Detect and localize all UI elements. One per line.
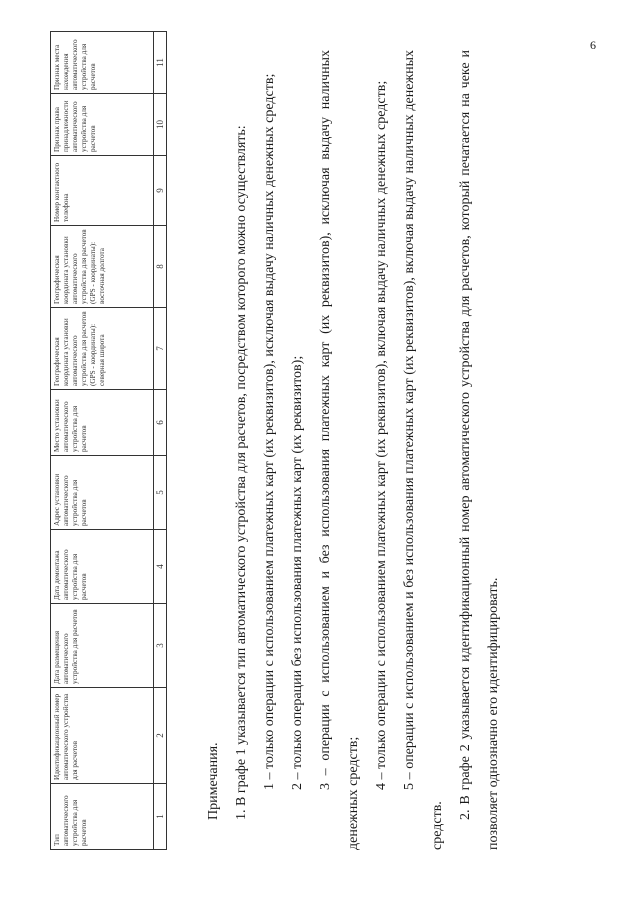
table-header-cell: Географическая координата установки автоматического устройства для расчетов (GPS - координаты): северная широта <box>51 308 154 390</box>
column-number-cell: 7 <box>154 308 167 390</box>
note-item-2: 2 – только операции без использования платежных карт (их реквизитов); <box>290 355 305 790</box>
rotated-page-content <box>50 30 570 850</box>
page-number: 6 <box>590 38 596 52</box>
note-item-4: 4 – только операции с использованием платежных карт (их реквизитов), включая выдачу наличных денежных средств; <box>374 80 389 790</box>
note-paragraph-2: 2. В графе 2 указывается идентификационный номер автоматического устройства для расчетов, который печатается на чеке и позволяет однозначно его идентифицировать. <box>458 50 501 850</box>
column-number-cell: 3 <box>154 604 167 688</box>
notes-section <box>200 50 508 850</box>
column-number-cell: 2 <box>154 688 167 784</box>
table-header-cell: Адрес установки автоматического устройства для расчетов <box>51 456 154 530</box>
table-header-cell: Дата демонтажа автоматического устройства для расчетов <box>51 530 154 604</box>
notes-title: Примечания. <box>206 742 221 820</box>
note-paragraph-1: 1. В графе 1 указывается тип автоматического устройства для расчетов, посредством которого можно осуществлять: <box>234 125 249 820</box>
table-header-cell: Дата размещения автоматического устройства для расчетов <box>51 604 154 688</box>
table-header-cell: Признак места нахождения автоматического устройства для расчетов <box>51 32 154 94</box>
table-column-number-row <box>154 32 167 850</box>
column-number-cell: 10 <box>154 94 167 156</box>
column-number-cell: 8 <box>154 226 167 308</box>
column-number-cell: 11 <box>154 32 167 94</box>
table-header-cell: Номер контактного телефона <box>51 156 154 226</box>
note-item-5: 5 – операции с использованием и без использования платежных карт (их реквизитов), включая выдачу наличных денежных средств. <box>402 50 445 850</box>
column-number-cell: 6 <box>154 390 167 456</box>
table-header-cell: Место установки автоматического устройства для расчетов <box>51 390 154 456</box>
column-number-cell: 1 <box>154 784 167 850</box>
table-header-cell: Признак права принадлежности автоматического устройства для расчетов <box>51 94 154 156</box>
column-number-cell: 5 <box>154 456 167 530</box>
note-item-3: 3 – операции с использованием и без использования платежных карт (их реквизитов), исключая выдачу наличных денежных средств; <box>318 50 361 850</box>
note-item-1: 1 – только операции с использованием платежных карт (их реквизитов), исключая выдачу наличных денежных средств; <box>262 73 277 790</box>
device-register-table <box>50 31 167 850</box>
table-header-row <box>51 32 154 850</box>
column-number-cell: 4 <box>154 530 167 604</box>
table-header-cell: Тип автоматического устройства для расчетов <box>51 784 154 850</box>
column-number-cell: 9 <box>154 156 167 226</box>
table-header-cell: Географическая координата установки автоматического устройства для расчетов (GPS - координаты): восточная долгота <box>51 226 154 308</box>
table-header-cell: Идентификационный номер автоматического устройства для расчетов <box>51 688 154 784</box>
